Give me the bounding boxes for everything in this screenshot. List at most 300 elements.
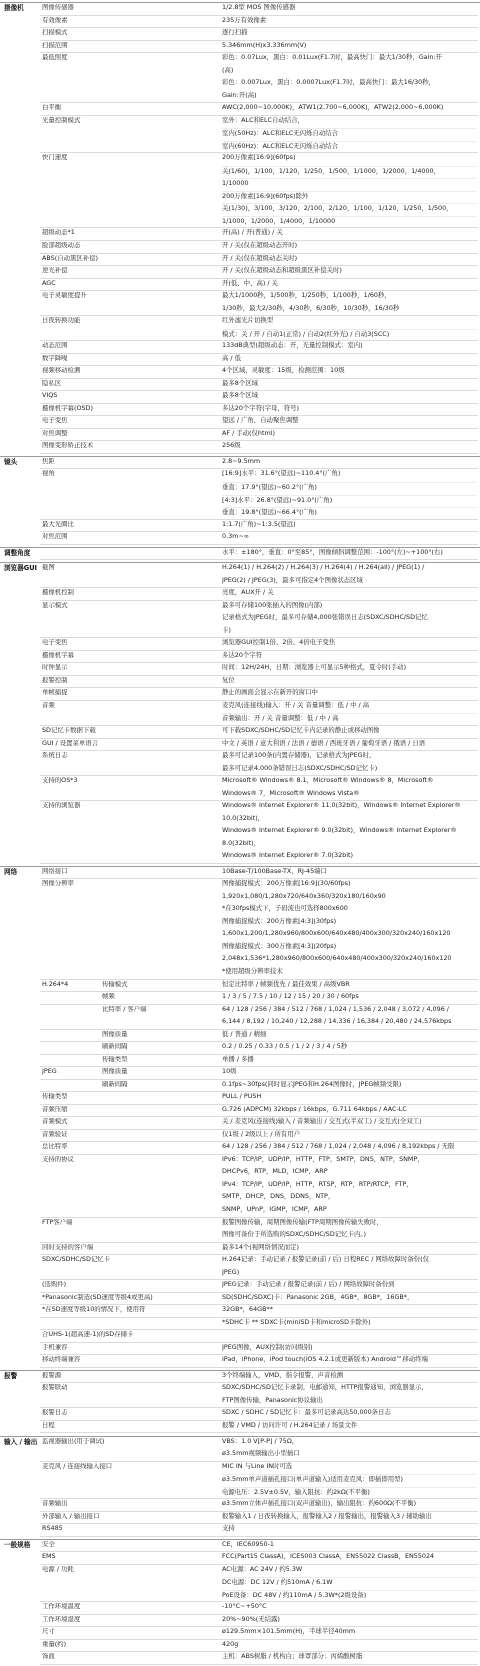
spec-sublabel: 传输模式 <box>102 980 128 988</box>
spec-row <box>40 279 478 292</box>
spec-label: 图像分辨率 <box>42 880 74 888</box>
spec-value <box>222 1305 476 1318</box>
spec-value <box>222 1552 476 1565</box>
spec-value-line: 200万像素[16:9](60fps)除外 <box>222 191 476 204</box>
spec-value-line: Gain:开(高) <box>222 90 257 99</box>
spec-value <box>222 1130 476 1143</box>
spec-row <box>40 532 478 545</box>
spec-value-line: FCC(Part15 ClassA)，ICES003 ClassA，EN55022 ClassB，EN55024 <box>222 1552 435 1561</box>
spec-value-line: 室外：ALC和ELC自动结合， <box>222 115 304 124</box>
spec-row <box>40 1343 478 1356</box>
spec-value-line: 浏览器GUI控制1倍、2倍、4倍电子变焦 <box>222 638 336 647</box>
spec-row <box>40 1280 478 1293</box>
spec-row <box>40 228 478 241</box>
spec-value-line: 2,048x1,536*1,280x960/800x600/640x480/400x300/320x240/160x120 <box>222 954 452 963</box>
spec-row <box>40 1055 478 1068</box>
spec-value-line: 静止的画面会显示在新开的窗口中 <box>222 688 318 697</box>
spec-row <box>40 1640 478 1653</box>
spec-value-line: *使用超级分辨率技术 <box>222 966 283 975</box>
spec-label: 对焦调整 <box>42 429 68 437</box>
spec-value-line: 8.0(32bit)， <box>222 838 261 847</box>
spec-value <box>222 1627 476 1640</box>
spec-label: GUI / 设置菜单语言 <box>42 739 99 747</box>
spec-row <box>40 441 478 454</box>
spec-row <box>40 548 478 561</box>
spec-value-line: 最多可记录4,000条错误日志(SDXC/SDHC/SD记忆卡) <box>222 763 378 772</box>
spec-value <box>222 638 476 651</box>
spec-row <box>40 28 478 41</box>
spec-label: 监视器输出(用于调试) <box>42 1437 105 1445</box>
spec-value-line: *SDHC卡 ** SDXC卡(miniSD卡和microSD卡除外) <box>222 1317 371 1326</box>
spec-label: 扫描范围 <box>42 41 68 49</box>
spec-value <box>222 1155 476 1218</box>
spec-row <box>40 1408 478 1421</box>
spec-row <box>40 379 478 392</box>
spec-sublabel: 传输类型 <box>102 1055 128 1063</box>
spec-value <box>222 153 476 228</box>
spec-value-line: SDXC/SDHC/SD记忆卡录制，电邮通知，HTTP报警通知，浏览器显示， <box>222 1383 428 1392</box>
spec-value <box>222 776 476 801</box>
spec-value <box>222 1524 476 1537</box>
spec-value <box>222 1105 476 1118</box>
spec-row <box>40 103 478 116</box>
spec-value-line: 记录格式为JPEG时，最多可存储4,000张错误日志(SDXC/SDHC/SD记忆 <box>222 613 428 622</box>
spec-row <box>40 1330 478 1343</box>
spec-value-line: 多达20个字符 <box>222 650 263 659</box>
section-category: 输入 / 输出 <box>4 1437 38 1446</box>
spec-section <box>0 547 480 560</box>
spec-value-line: SDXC / SDHC / SD记忆卡：最多可记录高达50,000条日志 <box>222 1408 391 1417</box>
spec-value-line: 彩色：0.007Lux，黑白：0.0007Lux(F1.7时，最高快门：最大16/30秒， <box>222 78 435 87</box>
spec-value-line: 最多14个(视网络情况而定) <box>222 1242 300 1251</box>
spec-value <box>222 103 476 116</box>
spec-value-line: IPv4：TCP/IP，UDP/IP，HTTP，RTSP，RTP，RTP/RTCP，FTP， <box>222 1179 413 1188</box>
spec-value <box>222 1371 476 1384</box>
spec-row <box>40 1615 478 1628</box>
spec-value-line: H.264记录：手动记录 / 报警记录(前 / 后) 日程REC / 网络故障时备份(仅 <box>222 1255 430 1264</box>
spec-value-line: H.264(1) / H.264(2) / H.264(3) / H.264(4) / H.264(all) / JPEG(1) / <box>222 563 425 572</box>
spec-value-line: 恒定比特率 / 帧频优先 / 最佳效果 / 高级VBR <box>222 979 350 988</box>
spec-row <box>40 651 478 664</box>
spec-value <box>222 1005 476 1030</box>
spec-label: 扫描模式 <box>42 29 68 37</box>
spec-value-line: 420g <box>222 1639 239 1648</box>
spec-label: FTP客户端 <box>42 1218 73 1226</box>
section-category: 浏览器GUI <box>4 564 38 573</box>
spec-value-line: 5.346mm(H)x3.336mm(V) <box>222 40 307 49</box>
spec-value <box>222 651 476 664</box>
spec-value <box>222 1293 476 1306</box>
spec-value-line: 0.1fps~30fps(同时显示JPEG和H.264图像时，JPEG帧频受限) <box>222 1079 402 1088</box>
spec-value <box>222 1080 476 1093</box>
spec-value <box>222 1640 476 1653</box>
spec-value-line <box>222 1330 476 1343</box>
spec-value-line: 20%~90%(无结露) <box>222 1614 280 1623</box>
spec-section <box>0 866 480 1367</box>
spec-row <box>40 726 478 739</box>
spec-value <box>222 726 476 739</box>
spec-label: 快门速度 <box>42 154 68 162</box>
spec-label: 焦距 <box>42 457 55 465</box>
spec-row <box>40 291 478 316</box>
spec-row <box>40 776 478 801</box>
spec-label: 饰面 <box>42 1653 55 1661</box>
spec-label: 报警日志 <box>42 1409 68 1417</box>
spec-value <box>222 563 476 588</box>
spec-value <box>222 53 476 103</box>
spec-row <box>40 992 478 1005</box>
spec-value-line: 1/1000，1/2000，1/4000，1/10000 <box>222 216 476 229</box>
spec-row <box>40 254 478 267</box>
spec-value-line: 单播 / 多播 <box>222 1054 254 1063</box>
spec-value-line: 1/30秒，最大2/30秒，4/30秒，6/30秒，10/30秒，16/30秒 <box>222 303 400 312</box>
spec-sublabel: 比特率 / 客户端 <box>102 1005 147 1013</box>
spec-value-line: 0.3m~∞ <box>222 532 250 541</box>
spec-value-line: 水平：±180°，垂直：0°至85°，图像倾斜调整范围：-100°(左)~+100°(右) <box>222 547 443 556</box>
spec-value-line: 133dB典型(超级动态：开，光量控制模式：室内) <box>222 341 363 350</box>
spec-value <box>222 1615 476 1628</box>
spec-value-line: 时间：12H/24H，日期：浏览器上可显示5种格式，夏令时(手动) <box>222 663 407 672</box>
spec-label: JPEG <box>42 1068 57 1076</box>
spec-label: 有效像素 <box>42 16 68 24</box>
spec-value-line: AF / 手动(仅html) <box>222 428 275 437</box>
spec-value <box>222 1243 476 1256</box>
spec-label: (选购件) <box>42 1281 67 1289</box>
spec-value-line: [4:3]水平：26.8°(望远)~91.0°(广角) <box>222 495 476 508</box>
section-category: 调整角度 <box>4 548 31 557</box>
spec-value <box>222 801 476 864</box>
spec-row <box>40 1371 478 1384</box>
spec-row <box>40 1383 478 1408</box>
spec-value <box>222 676 476 689</box>
spec-label: 音频验证 <box>42 1130 68 1138</box>
spec-label: 截图 <box>42 564 55 572</box>
spec-row <box>40 1243 478 1256</box>
spec-row <box>40 1318 478 1331</box>
spec-value-line: 垂直：17.9°(望远)~60.2°(广角) <box>222 482 476 495</box>
spec-row <box>40 701 478 726</box>
spec-value-line: JPEG) <box>222 1267 240 1276</box>
spec-value <box>222 1042 476 1055</box>
spec-value-line: [16:9]水平：31.6°(望远)~110.4°(广角) <box>222 469 341 478</box>
spec-value-line: Windows® Internet Explorer® 7.0(32bit) <box>222 851 354 860</box>
spec-label: 系统日志 <box>42 752 68 760</box>
spec-row <box>40 1067 478 1080</box>
spec-value <box>222 1117 476 1130</box>
spec-value-line: ø3.5mm单声道插孔接口(单声道输入)适用麦克风：即插即用型) <box>222 1474 476 1487</box>
spec-row <box>40 1652 478 1665</box>
spec-label: 动态范围 <box>42 342 68 350</box>
spec-value-line: 1,600x1,200/1,280x960/800x600/640x480/400x300/320x240/160x120 <box>222 929 451 938</box>
spec-row <box>40 879 478 979</box>
spec-value <box>222 354 476 367</box>
spec-row <box>40 1552 478 1565</box>
spec-value-line: PoE设备：DC 48V / 约110mA / 5.3W*(2级设备) <box>222 1590 476 1603</box>
spec-label: 网络接口 <box>42 867 68 875</box>
section-category: 摄像机 <box>4 4 24 12</box>
spec-row <box>40 416 478 429</box>
spec-value <box>222 1540 476 1553</box>
spec-value <box>222 520 476 533</box>
spec-value-line: DHCPv6，RTP，MLD，ICMP，ARP <box>222 1167 328 1176</box>
spec-row <box>40 1130 478 1143</box>
spec-value <box>222 291 476 316</box>
spec-section <box>0 1436 480 1536</box>
spec-value-line: SMTP，DHCP，DNS，DDNS，NTP， <box>222 1192 335 1201</box>
spec-value-line: SNMP，UPnP，IGMP，ICMP，ARP <box>222 1204 327 1213</box>
spec-value <box>222 1652 476 1665</box>
spec-label: 报警控制 <box>42 676 68 684</box>
spec-value <box>222 1092 476 1105</box>
spec-label: 隐私区 <box>42 379 62 387</box>
spec-row <box>40 1255 478 1280</box>
spec-label: 摄像机控制 <box>42 589 74 597</box>
spec-row <box>40 1462 478 1500</box>
spec-row <box>40 457 478 470</box>
spec-value <box>222 316 476 341</box>
spec-value-line: 报警 / VMD / 访问许可 / H.264记录 / 场景文件 <box>222 1420 358 1429</box>
spec-value <box>222 992 476 1005</box>
spec-sublabel: 图像质量 <box>102 1068 128 1076</box>
spec-row <box>40 1142 478 1155</box>
spec-value-line: 图像捕捉模式：300万像素[4:3](20fps) <box>222 941 337 950</box>
spec-value-line: 开 / 关(仅在超级动态和超级黑区补偿关时) <box>222 266 342 275</box>
spec-value <box>222 254 476 267</box>
spec-sublabel: 图像质量 <box>102 1030 128 1038</box>
spec-label: AGC <box>42 279 56 287</box>
spec-value <box>222 1602 476 1615</box>
spec-value <box>222 16 476 29</box>
spec-row <box>40 1092 478 1105</box>
spec-value-line: 彩色：0.07Lux，黑白：0.01Lux(F1.7时，最高快门：最大1/30秒，Gain:开 <box>222 53 442 62</box>
spec-value <box>222 688 476 701</box>
spec-value <box>222 441 476 454</box>
spec-value-line: IPv6：TCP/IP，UDP/IP，HTTP，FTP，SMTP，DNS，NTP，SNMP， <box>222 1154 424 1163</box>
spec-value-line: 开(低、中、高) / 关 <box>222 278 278 287</box>
spec-label: SDXC/SDHC/SD记忆卡 <box>42 1256 111 1264</box>
spec-value-line: 6,144 / 8,192 / 10,240 / 12,288 / 14,336 / 16,384 / 20,480 / 24,576kbps <box>222 1017 452 1026</box>
spec-value-line: 可下载SDXC/SDHC/SD记忆卡内记录的静止或移动图像 <box>222 726 380 735</box>
spec-value <box>222 663 476 676</box>
spec-value-line: *在30fps模式下，子码流也可选择800x600 <box>222 904 348 913</box>
spec-label: 总比特率 <box>42 1143 68 1151</box>
spec-value <box>222 429 476 442</box>
spec-label: 重量(约) <box>42 1640 67 1648</box>
spec-label: SD记忆卡数据下载 <box>42 727 96 735</box>
spec-label: H.264*4 <box>42 980 69 988</box>
spec-row <box>40 588 478 601</box>
spec-value-line: 256级 <box>222 441 241 450</box>
spec-value-line: 图像捕捉模式：200万像素[16:9](30/60fps) <box>222 879 351 888</box>
spec-section <box>0 456 480 544</box>
spec-value <box>222 379 476 392</box>
spec-value-line: 200万像素[16:9](60fps) <box>222 153 296 162</box>
spec-row <box>40 1512 478 1525</box>
spec-value-line: 支持 <box>222 1524 235 1533</box>
spec-value-line: FTP图像传输，Panasonic协议输出 <box>222 1395 323 1404</box>
spec-label: 摄像机字幕 <box>42 651 74 659</box>
spec-label: 超级动态*1 <box>42 229 75 237</box>
spec-row <box>40 241 478 254</box>
spec-label: 支持的协议 <box>42 1155 74 1163</box>
spec-label: 电源 / 功耗 <box>42 1565 74 1573</box>
spec-row <box>40 1030 478 1043</box>
spec-value <box>222 41 476 54</box>
spec-value <box>222 1499 476 1512</box>
spec-value-line: 10级 <box>222 1067 237 1076</box>
spec-row <box>40 801 478 864</box>
spec-value <box>222 228 476 241</box>
spec-label: 时钟显示 <box>42 664 68 672</box>
spec-value <box>222 1067 476 1080</box>
spec-value-line: 音频输出：开 / 关 音量调整：低 / 中 / 高 <box>222 713 476 726</box>
spec-row <box>40 1293 478 1306</box>
spec-value <box>222 391 476 404</box>
spec-value-line: 多达20个字符(字母，符号) <box>222 403 300 412</box>
spec-row <box>40 1117 478 1130</box>
spec-row <box>40 663 478 676</box>
spec-value-line: MIC IN 与Line IN时可选 <box>222 1461 293 1470</box>
spec-value <box>222 1421 476 1434</box>
spec-label: 报警源 <box>42 1371 62 1379</box>
spec-section <box>0 1370 480 1433</box>
spec-row <box>40 638 478 651</box>
spec-label: 视频移动检测 <box>42 367 81 375</box>
spec-row <box>40 676 478 689</box>
spec-value-line: 64 / 128 / 256 / 384 / 512 / 768 / 1,024 / 2,048 / 4,096 / 8,192kbps / 无限 <box>222 1142 455 1151</box>
spec-label: 手机兼容 <box>42 1343 68 1351</box>
spec-label: 白平衡 <box>42 104 62 112</box>
section-category: 报警 <box>4 1371 18 1380</box>
spec-value <box>222 1343 476 1356</box>
spec-value <box>222 1462 476 1500</box>
spec-value <box>222 279 476 292</box>
spec-label: 传输类型 <box>42 1093 68 1101</box>
spec-value-line: 红外滤光片切换型 <box>222 316 274 325</box>
spec-label: RS485 <box>42 1525 63 1533</box>
spec-row <box>40 1499 478 1512</box>
spec-label: 报警联动 <box>42 1384 68 1392</box>
spec-value-line: 模式：关 / 开 / 自动1(正常) / 自动2(红外光) / 自动3(SCC) <box>222 329 476 342</box>
spec-label: 音频 <box>42 701 55 709</box>
spec-label: ABS(自动黑区补偿) <box>42 254 99 262</box>
spec-label: 工作环境湿度 <box>42 1615 81 1623</box>
spec-value-line: Windows® Internet Explorer® 9.0(32bit)，Windows® Internet Explorer® <box>222 826 457 835</box>
spec-value-line: 复位 <box>222 675 235 684</box>
spec-value-line: 最多可存储100张插入的图像(内部) <box>222 600 323 609</box>
spec-value-line: 开 / 关(仅在超级动态开时) <box>222 241 298 249</box>
section-category: 网络 <box>4 867 18 876</box>
spec-value-line: SD(SDHC/SDXC)卡：Panasonic 2GB，4GB*，8GB*，16GB*， <box>222 1292 414 1301</box>
section-category: 镜头 <box>4 457 18 466</box>
spec-label: VIQS <box>42 392 58 400</box>
spec-value-line: 卡) <box>222 625 231 634</box>
spec-value-line: 1/2.8型 MOS 图像传感器 <box>222 3 296 11</box>
spec-label: 单帧捕捉 <box>42 689 68 697</box>
spec-value <box>222 1383 476 1408</box>
spec-value-line: 关(1/60)，1/100，1/120，1/250，1/500，1/1000，1/2000，1/4000， <box>222 166 476 179</box>
spec-row <box>40 469 478 519</box>
spec-value <box>222 404 476 417</box>
spec-value-line: 1:1.7(广角)~1:3.5(望远) <box>222 519 296 528</box>
spec-value-line: JPEG记录：手动记录 / 报警记录(前 / 后) / 网络故障时备份到 <box>222 1280 395 1289</box>
spec-value <box>222 532 476 545</box>
spec-value-line: JPEG(2) / JPEG(3)，最多可指定4个图像状态区域 <box>222 575 363 584</box>
spec-value-line: 垂直：19.8°(望远)~66.4°(广角) <box>222 507 476 520</box>
spec-row <box>40 354 478 367</box>
spec-value <box>222 867 476 880</box>
spec-value-line: 1/10000 <box>222 178 476 191</box>
spec-value <box>222 879 476 979</box>
spec-label: 电子灵敏度提升 <box>42 292 87 300</box>
spec-row <box>40 739 478 752</box>
spec-row <box>40 341 478 354</box>
spec-value <box>222 1218 476 1243</box>
spec-value <box>222 457 476 470</box>
spec-value-line: 麦克风(连接线)输入：开 / 关 音量调整：低 / 中 / 高 <box>222 700 370 709</box>
spec-label: 摄像机字幕(OSD) <box>42 404 93 412</box>
spec-value-line: G.726 (ADPCM) 32kbps / 16kbps，G.711 64kbps / AAC-LC <box>222 1104 407 1113</box>
spec-label: 日程 <box>42 1421 55 1429</box>
spec-label: 数字降噪 <box>42 354 68 362</box>
spec-row <box>40 116 478 154</box>
spec-section <box>0 2 480 453</box>
spec-value <box>222 469 476 519</box>
spec-row <box>40 751 478 776</box>
spec-row <box>40 1080 478 1093</box>
spec-value <box>222 1355 476 1368</box>
spec-value-line: 32GB*，64GB** <box>222 1305 273 1314</box>
spec-value-line: 图像捕捉模式：200万像素[4:3](30fps) <box>222 916 337 925</box>
spec-value-line: 开 / 关(仅在超级动态关时) <box>222 253 298 262</box>
spec-row <box>40 1565 478 1603</box>
spec-sublabel: 刷新间隔 <box>102 1080 128 1088</box>
spec-value-line: 室内(50Hz)：ALC和ELC无闪烁自动结合 <box>222 128 476 141</box>
spec-value <box>222 1437 476 1462</box>
spec-value <box>222 341 476 354</box>
spec-value <box>222 548 476 561</box>
spec-value <box>222 28 476 41</box>
spec-label: 合UHS-1(超高速-1)的SD存储卡 <box>42 1331 134 1339</box>
spec-value-line: 中文 / 英语 / 意大利语 / 法语 / 德语 / 西班牙语 / 葡萄牙语 / 俄语 / 日语 <box>222 738 426 747</box>
spec-value-line: VBS：1.0 V[P-P] / 75Ω， <box>222 1436 299 1445</box>
spec-row <box>40 153 478 228</box>
spec-value-line: 64 / 128 / 256 / 384 / 512 / 768 / 1,024 / 1,536 / 2,048 / 3,072 / 4,096 / <box>222 1004 449 1013</box>
spec-label: 安全 <box>42 1540 55 1548</box>
spec-row <box>40 980 478 993</box>
spec-label: 图像变形矫正技术 <box>42 442 94 450</box>
spec-value-line: 3个终端输入，VMD，指令报警，声音检测 <box>222 1370 344 1379</box>
spec-row <box>40 1627 478 1640</box>
spec-value-line: 4个区域，灵敏度：15级，检测范围：10级 <box>222 366 345 375</box>
spec-value <box>222 266 476 279</box>
spec-value-line: PULL / PUSH <box>222 1092 262 1101</box>
spec-sublabel: 刷新间隔 <box>102 1043 128 1051</box>
spec-label: 最低照度 <box>42 54 68 62</box>
spec-value <box>222 980 476 993</box>
spec-row <box>40 1155 478 1218</box>
spec-row <box>40 1305 478 1318</box>
spec-value <box>222 366 476 379</box>
spec-value-line: 235万有效像素 <box>222 15 267 24</box>
spec-section <box>0 562 480 863</box>
spec-label: 光量控制模式 <box>42 116 81 124</box>
spec-value-line: Microsoft® Windows® 8.1，Microsoft® Windows® 8，Microsoft® <box>222 776 434 785</box>
spec-value-line: 关(1/30)，3/100，3/120，2/100，2/120，1/100，1/120，1/250，1/500， <box>222 203 476 216</box>
spec-value-line: 最多8个区域 <box>222 378 259 387</box>
spec-row <box>40 316 478 341</box>
spec-value-line: CE，IEC60950-1 <box>222 1539 274 1548</box>
